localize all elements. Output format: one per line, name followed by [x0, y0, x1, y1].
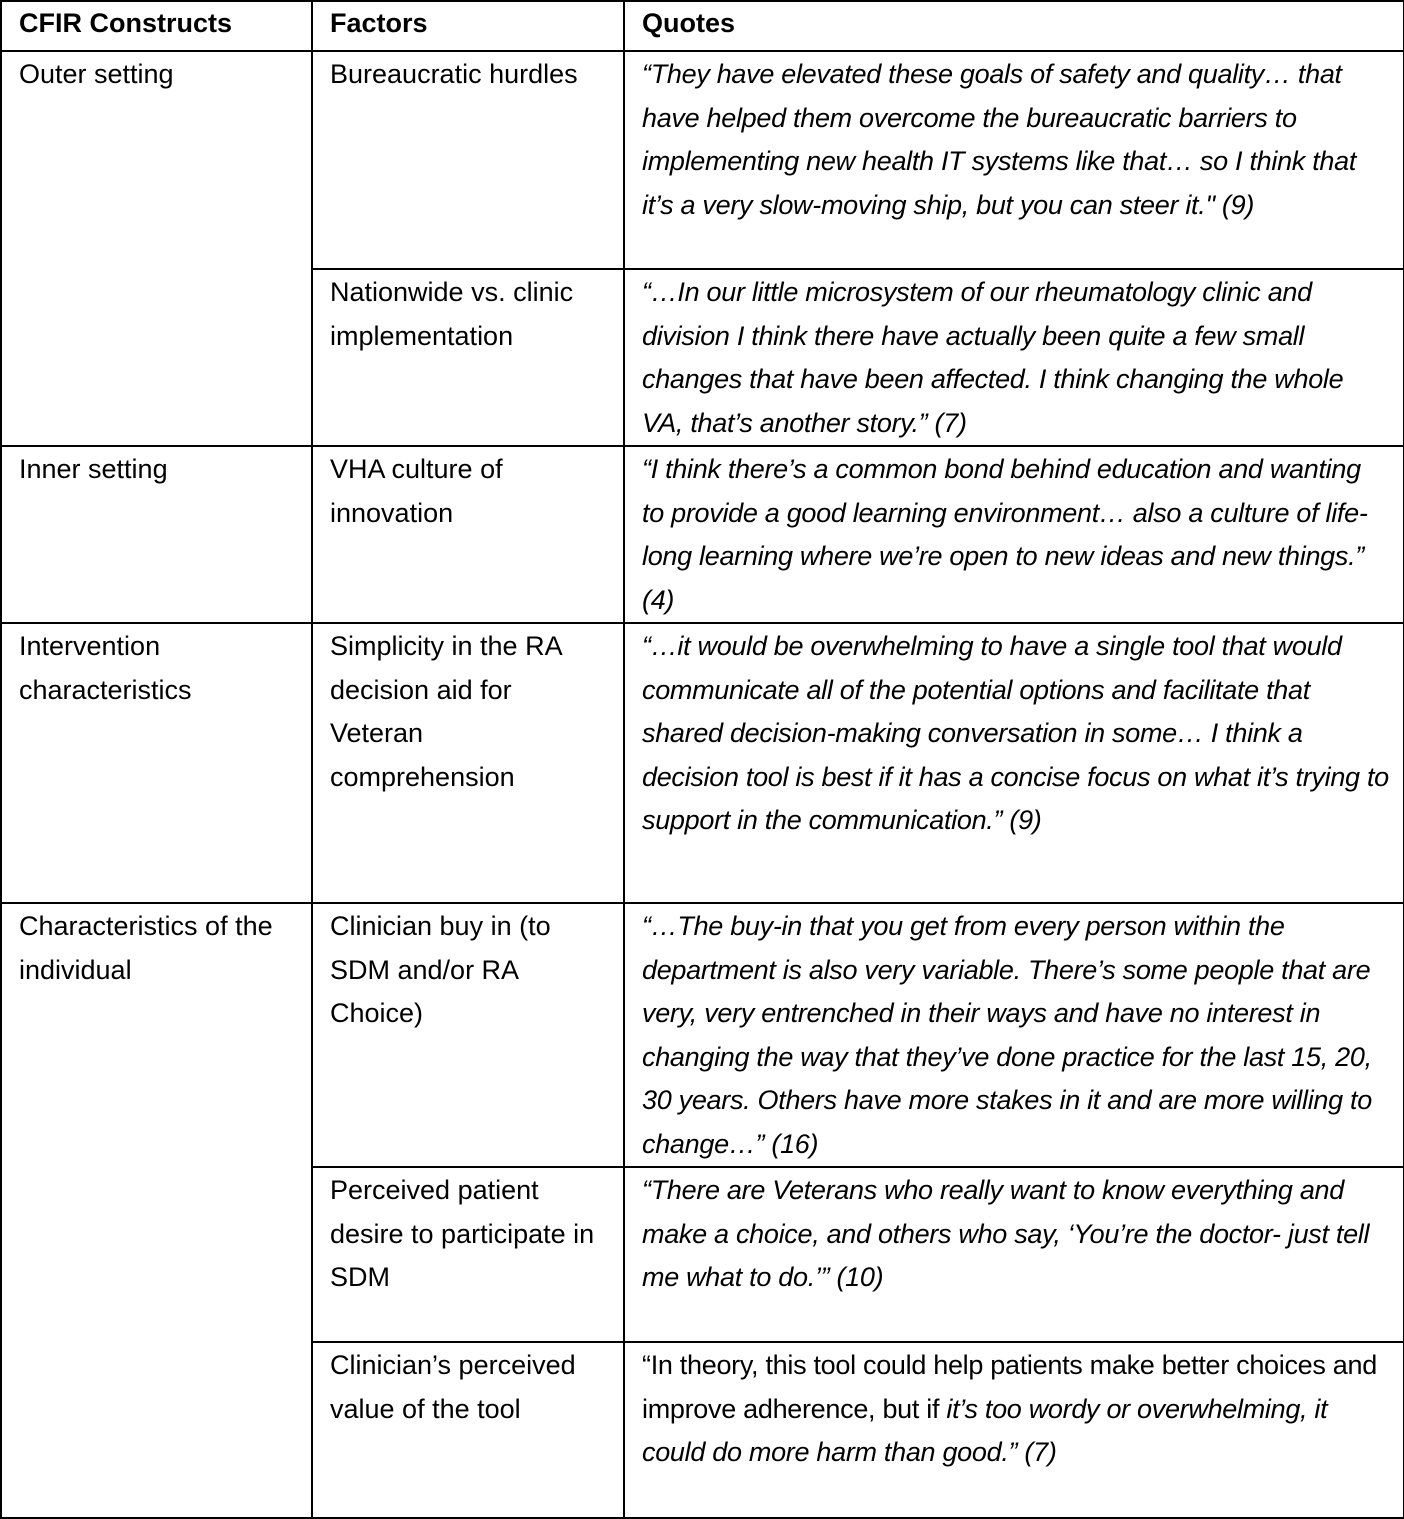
factor-cell: Simplicity in the RA decision aid for Veteran comprehension [312, 623, 624, 903]
factor-cell: Perceived patient desire to participate in SDM [312, 1167, 624, 1342]
header-factors: Factors [312, 1, 624, 51]
table-row [1, 446, 1404, 623]
factor-cell: Bureaucratic hurdles [312, 51, 624, 269]
quote-cell: “They have elevated these goals of safety and quality… that have helped them overcome the bureaucratic barriers to implementing new health IT systems like that… so I think that it’s a very slow-moving ship, but you can steer it." (9) [624, 51, 1404, 269]
table-row [1, 903, 1404, 1167]
factor-cell: VHA culture of innovation [312, 446, 624, 623]
quote-cell: “…it would be overwhelming to have a single tool that would communicate all of the potential options and facilitate that shared decision-making conversation in some… I think a decision tool is best if it has a concise focus on what it’s trying to support in the communication.” (9) [624, 623, 1404, 903]
construct-cell: Inner setting [1, 446, 312, 623]
construct-cell: Outer setting [1, 51, 312, 446]
quote-plain-text: “In theory, this tool could help patients make better choices and improve adherence, but if [642, 1350, 1377, 1424]
quote-italic-text: it’s too wordy or overwhelming, it could do more harm than good.” (7) [642, 1393, 1328, 1467]
factor-cell: Clinician buy in (to SDM and/or RA Choice) [312, 903, 624, 1167]
construct-cell: Intervention characteristics [1, 623, 312, 903]
construct-cell: Characteristics of the individual [1, 903, 312, 1518]
factor-cell: Nationwide vs. clinic implementation [312, 269, 624, 446]
quote-cell: “There are Veterans who really want to know everything and make a choice, and others who say, ‘You’re the doctor- just tell me what to do.’” (10) [624, 1167, 1404, 1342]
header-quotes: Quotes [624, 1, 1404, 51]
quote-cell: “…In our little microsystem of our rheumatology clinic and division I think there have actually been quite a few small changes that have been affected. I think changing the whole VA, that’s another story.” (7) [624, 269, 1404, 446]
table-row [1, 51, 1404, 269]
quote-cell [624, 1342, 1404, 1518]
header-cfir-constructs: CFIR Constructs [1, 1, 312, 51]
header-row [1, 1, 1404, 51]
table-row [1, 623, 1404, 903]
quote-cell: “…The buy-in that you get from every person within the department is also very variable. There’s some people that are very, very entrenched in their ways and have no interest in changing the way that they’ve done practice for the last 15, 20, 30 years. Others have more stakes in it and are more willing to change…” (16) [624, 903, 1404, 1167]
quote-cell: “I think there’s a common bond behind education and wanting to provide a good learning environment… also a culture of life-long learning where we’re open to new ideas and new things.” (4) [624, 446, 1404, 623]
factor-cell: Clinician’s perceived value of the tool [312, 1342, 624, 1518]
